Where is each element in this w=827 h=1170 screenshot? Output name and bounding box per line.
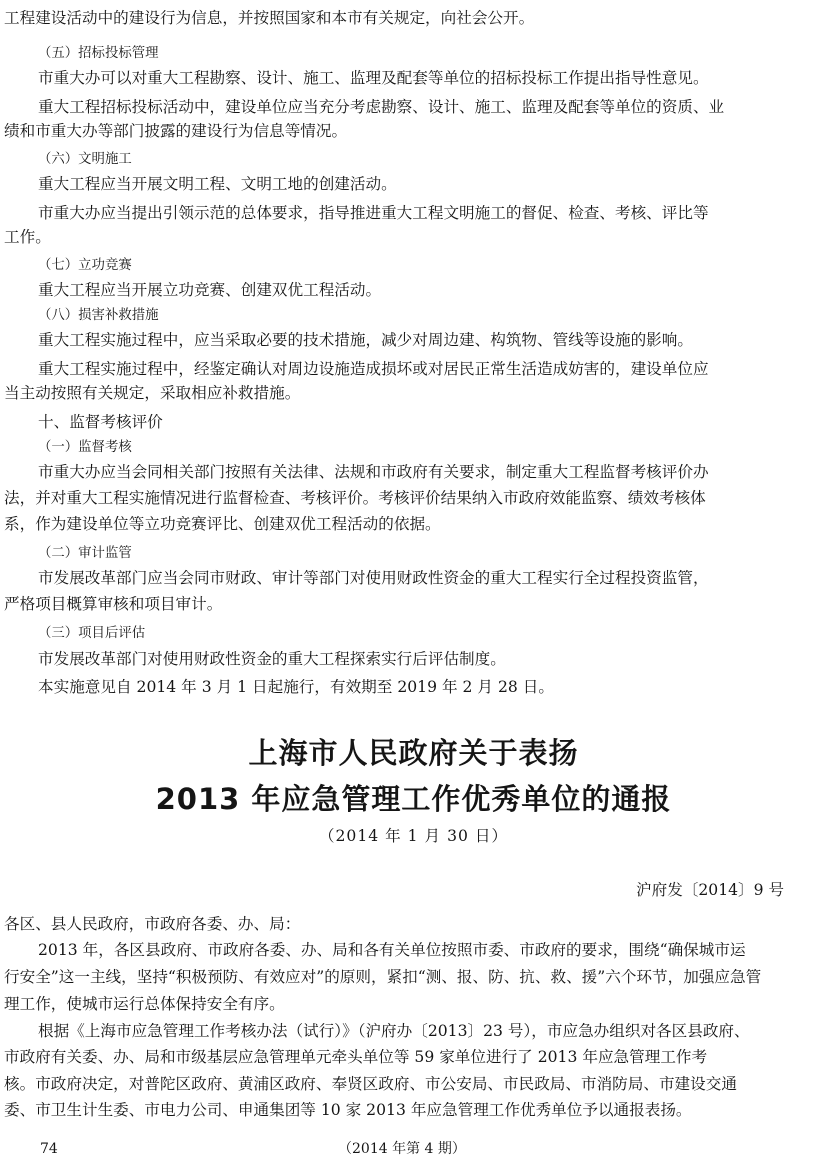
body-paragraph-line: 根据《上海市应急管理工作考核办法（试行）》（沪府办〔2013〕23 号），市应急办组织对各区县政府、	[38, 1022, 750, 1040]
section-heading: （八）损害补救措施	[38, 308, 159, 323]
page-number: 74	[40, 1141, 58, 1157]
body-paragraph-line: 市发展改革部门应当会同市财政、审计等部门对使用财政性资金的重大工程实行全过程投资监管，	[38, 569, 709, 587]
body-paragraph-line: 法，并对重大工程实施情况进行监督检查、考核评价。考核评价结果纳入市政府效能监察、绩效考核体	[4, 489, 706, 507]
body-paragraph-line: 委、市卫生计生委、市电力公司、申通集团等 10 家 2013 年应急管理工作优秀单位予以通报表扬。	[4, 1101, 692, 1119]
section-heading: （七）立功竞赛	[38, 258, 132, 273]
body-paragraph-line: 2013 年，各区县政府、市政府各委、办、局和各有关单位按照市委、市政府的要求，围绕“确保城市运	[38, 941, 746, 959]
body-paragraph-line: 重大工程实施过程中，应当采取必要的技术措施，减少对周边建、构筑物、管线等设施的影响。	[38, 331, 693, 349]
body-paragraph-line: 市发展改革部门对使用财政性资金的重大工程探索实行后评估制度。	[38, 650, 506, 668]
body-paragraph-line: 市政府有关委、办、局和市级基层应急管理单元牵头单位等 59 家单位进行了 2013 年应急管理工作考	[4, 1048, 708, 1066]
notice-title-line-1: 上海市人民政府关于表扬	[248, 736, 579, 770]
salutation: 各区、县人民政府，市政府各委、办、局：	[4, 915, 301, 933]
body-paragraph-line: 核。市政府决定，对普陀区政府、黄浦区政府、奉贤区政府、市公安局、市民政局、市消防局、市建设交通	[4, 1075, 737, 1093]
body-paragraph-line: 理工作，使城市运行总体保持安全有序。	[4, 995, 285, 1013]
body-paragraph-line: 系，作为建设单位等立功竞赛评比、创建双优工程活动的依据。	[4, 515, 441, 533]
notice-title-line-2: 2013 年应急管理工作优秀单位的通报	[155, 782, 672, 816]
body-paragraph-line: 行安全”这一主线，坚持“积极预防、有效应对”的原则，紧扣“测、报、防、抗、救、援”六个环节，加强应急管	[4, 968, 762, 986]
body-paragraph-line: 绩和市重大办等部门披露的建设行为信息等情况。	[4, 122, 348, 140]
issue-label: （2014 年第 4 期）	[338, 1141, 466, 1157]
body-paragraph-line: 重大工程实施过程中，经鉴定确认对周边设施造成损坏或对居民正常生活造成妨害的，建设单位应	[38, 360, 709, 378]
body-paragraph-line: 重大工程应当开展立功竞赛、创建双优工程活动。	[38, 281, 382, 299]
body-paragraph-line: 市重大办应当提出引领示范的总体要求，指导推进重大工程文明施工的督促、检查、考核、评比等	[38, 204, 709, 222]
section-heading: （三）项目后评估	[38, 626, 146, 641]
section-heading: （五）招标投标管理	[38, 46, 159, 61]
body-paragraph-line: 严格项目概算审核和项目审计。	[4, 595, 223, 613]
body-paragraph-line: 重大工程招标投标活动中，建设单位应当充分考虑勘察、设计、施工、监理及配套等单位的资质、业	[38, 98, 725, 116]
section-heading: （二）审计监管	[38, 546, 132, 561]
body-paragraph-line: 市重大办可以对重大工程勘察、设计、施工、监理及配套等单位的招标投标工作提出指导性意见。	[38, 69, 709, 87]
body-paragraph-line: 当主动按照有关规定，采取相应补救措施。	[4, 384, 301, 402]
body-paragraph-line: 重大工程应当开展文明工程、文明工地的创建活动。	[38, 175, 397, 193]
notice-date: （2014 年 1 月 30 日）	[318, 827, 509, 845]
section-heading: （一）监督考核	[38, 440, 132, 455]
body-paragraph-line: 工作。	[4, 228, 51, 246]
chapter-heading: 十、监督考核评价	[38, 413, 163, 431]
body-paragraph-line: 市重大办应当会同相关部门按照有关法律、法规和市政府有关要求，制定重大工程监督考核评价办	[38, 463, 709, 481]
section-heading: （六）文明施工	[38, 152, 132, 167]
body-paragraph-line: 工程建设活动中的建设行为信息，并按照国家和本市有关规定，向社会公开。	[4, 9, 535, 27]
body-paragraph-line: 本实施意见自 2014 年 3 月 1 日起施行，有效期至 2019 年 2 月 28 日。	[38, 678, 554, 696]
document-number: 沪府发〔2014〕9 号	[636, 881, 785, 899]
